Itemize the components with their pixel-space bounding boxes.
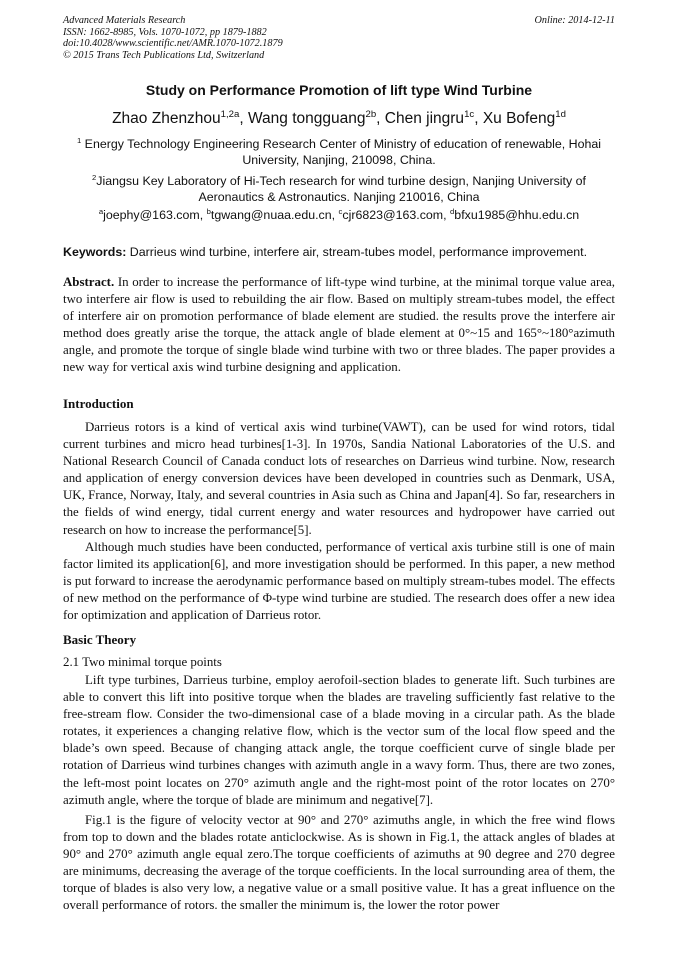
author: Chen jingru$^{1c}$, <box>384 108 483 127</box>
issn-line: ISSN: 1662-8985, Vols. 1070-1072, pp 1879-1882 <box>63 26 267 38</box>
journal-header <box>63 15 283 61</box>
abstract-label: Abstract. <box>63 275 115 289</box>
basic-theory-body <box>63 672 615 914</box>
email-list: $^a$joephy@163.com, $^b$tgwang@nuaa.edu.cn, $^c$cjr6823@163.com, $^d$bfxu1985@hhu.edu.cn <box>98 206 580 222</box>
email[interactable]: $^a$joephy@163.com <box>98 206 200 222</box>
email[interactable]: $^d$bfxu1985@hhu.edu.cn <box>450 206 580 222</box>
abstract <box>63 274 615 377</box>
email[interactable]: $^b$tgwang@nuaa.edu.cn <box>206 206 332 222</box>
online-date: Online: 2014-12-11 <box>534 15 615 26</box>
paper-title: Study on Performance Promotion of lift type Wind Turbine <box>145 82 533 98</box>
subsection-heading: 2.1 Two minimal torque points <box>63 655 222 669</box>
paragraph: Lift type turbines, Darrieus turbine, employ aerofoil-section blades to generate lift. Such turbines are able to convert this lift into positive torque when the blades are traveling sufficiently fast relative to the free-stream flow. Consider the two-dimensional case of a blade moving in a circular path. As the blade rotates, it experiences a changing relative flow, which is the vector sum of the local flow speed and the blade’s own speed. Because of changing attack angle, the torque coefficient curve of single blade per rotation of Darrieus wind turbines changes with azimuth angle in a wavy form. Thus, there are two zones, the left-most point locates on 270° azimuth angle and the right-most point of the rotor locates on 270° azimuth angle, where the torque of blade are minimum and negative[7]. <box>63 673 615 807</box>
keywords-label: Keywords: <box>63 245 127 259</box>
paragraph: Darrieus rotors is a kind of vertical axis wind turbine(VAWT), can be used for wind rotors, tidal current turbines and micro head turbines[1-3]. In 1970s, Sandia National Laboratories of the U.S. and National Research Council of Canada conduct lots of researches on Darrieus wind turbine. Now, research and application of energy conversion devices have been developed in countries such as Denmark, USA, UK, France, Norway, Italy, and several countries in Asia such as China and Japan[4]. So far, researchers in the fields of wind energy, tidal current energy and water resources and hydropower have carried out research on how to increase the performance[5]. <box>63 420 615 537</box>
keywords-text: Darrieus wind turbine, interfere air, stream-tubes model, performance improvement. <box>126 245 588 259</box>
affiliation-1: $^1$ Energy Technology Engineering Research Center of Ministry of education of renewable, Hohai University, Nanjing, 210098, China. <box>76 135 602 167</box>
email[interactable]: $^c$cjr6823@163.com <box>338 206 444 222</box>
introduction-heading: Introduction <box>63 396 134 411</box>
doi-line: doi:10.4028/www.scientific.net/AMR.1070-1072.1879 <box>63 38 283 50</box>
paragraph: Although much studies have been conducted, performance of vertical axis turbine still is one of main factor limited its application[6], and more investigation should be performed. In this paper, a new method is put forward to increase the aerodynamic performance based on multiply stream-tubes model. The effects of new method on the performance of Φ-type wind turbine are studied. The research does offer a new idea for optimization and application of Darrieus rotor. <box>63 539 615 623</box>
keywords <box>63 245 623 259</box>
abstract-text: In order to increase the performance of lift-type wind turbine, at the minimal torque value area, two interfere air flow is used to rebuilding the air flow. Based on multiply stream-tubes model, the effect of interfere air on promotion performance of blade element are studied. the results prove the interfere air method does greatly arise the torque, the attack angle of blade element at 0°~15 and 165°~180°azimuth angle, and promote the torque of single blade wind turbine with two or three blades. The paper provides a new way for vertical axis wind turbine designing and application. <box>63 275 615 375</box>
author: Wang tongguang$^{2b}$, <box>247 108 385 127</box>
basic-theory-heading: Basic Theory <box>63 632 137 647</box>
introduction-body <box>63 419 615 624</box>
author: Zhao Zhenzhou$^{1,2a}$, <box>112 108 248 127</box>
copyright-line: © 2015 Trans Tech Publications Ltd, Switzerland <box>63 49 265 61</box>
author-list <box>0 110 678 128</box>
paragraph: Fig.1 is the figure of velocity vector at 90° and 270° azimuths angle, in which the free wind flows from top to down and the blades rotate anticlockwise. As is shown in Fig.1, the attack angles of blades at 90° and 270° azimuth angle equal zero.The torque coefficients of azimuths at 90 degree and 270 degree are minimums, decreasing the average of the torque coefficients. In the local surrounding area of them, the torque of blades is also very low, a negative value or a small positive value. It has a great influence on the overall performance of rotors. the smaller the minimum is, the lower the rotor power <box>63 812 615 913</box>
author: Xu Bofeng$^{1d}$ <box>482 108 566 127</box>
affiliation-2: $^2$Jiangsu Key Laboratory of Hi-Tech research for wind turbine design, Nanjing University of Aeronautics & Astronautics. Nanjing 210016, China <box>92 172 586 204</box>
journal-name: Advanced Materials Research <box>63 15 186 26</box>
